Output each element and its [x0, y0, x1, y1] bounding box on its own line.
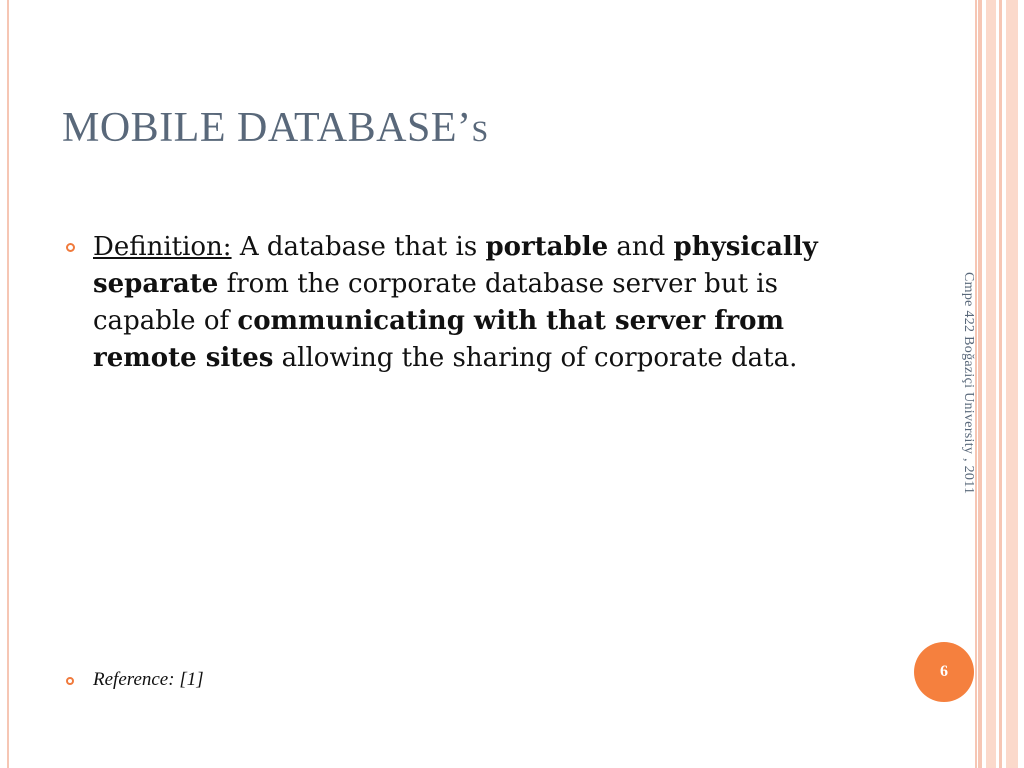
decorative-right-border [978, 0, 1024, 768]
definition-text-2: and [608, 232, 674, 262]
slide-title-main: MOBILE DATABASE’ [62, 105, 472, 151]
slide-title-suffix: S [471, 115, 489, 148]
slide-title [62, 104, 489, 152]
definition-text-3: from the corporate database server but is capable of [93, 269, 778, 336]
definition-bullet [93, 229, 853, 377]
definition-bold-portable: portable [485, 232, 609, 262]
side-footer-note: Cmpe 422 Boğaziçi University , 2011 [961, 272, 976, 495]
bullet-icon [66, 243, 75, 252]
definition-label: Definition: [93, 232, 232, 262]
reference-text: Reference: [1] [93, 669, 204, 690]
reference-bullet-icon [66, 677, 74, 685]
definition-text-1: A database that is [231, 232, 486, 262]
page-number: 6 [940, 663, 948, 680]
definition-text-4: allowing the sharing of corporate data. [273, 343, 798, 373]
definition-bold-communicating: communicating with that server from remote sites [93, 306, 784, 373]
page-number-badge [914, 642, 974, 702]
definition-bold-physically-separate: physically separate [93, 232, 818, 299]
